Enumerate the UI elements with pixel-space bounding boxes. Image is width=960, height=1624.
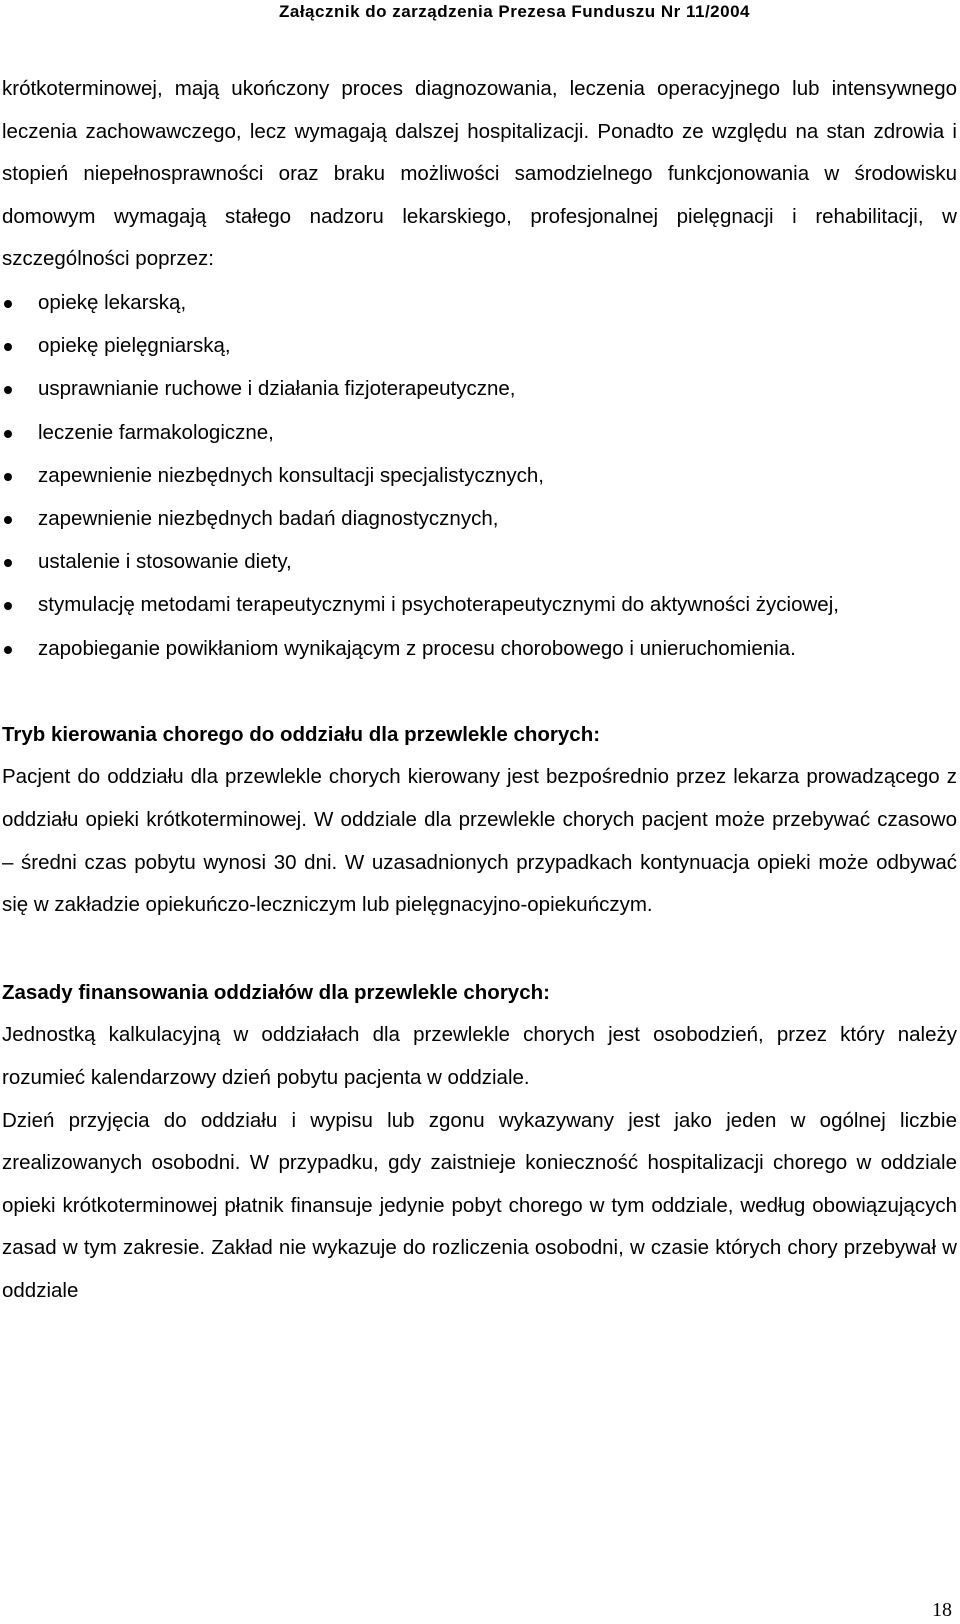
document-header: Załącznik do zarządzenia Prezesa Funduszu Nr 11/2004 [278,2,750,21]
section-heading-financing: Zasady finansowania oddziałów dla przewlekle chorych: [2,980,550,1004]
spacer [2,927,957,972]
care-list [2,281,957,670]
financing-paragraph-2: Dzień przyjęcia do oddziału i wypisu lub zgonu wykazywany jest jako jeden w ogólnej liczbie zrealizowanych osobodni. W przypadku, gdy zaistnieje konieczność hospitalizacji chorego w oddziale opieki krótkoterminowej płatnik finansuje jedynie pobyt chorego w tym oddziale, według obowiązujących zasad w tym zakresie. Zakład nie wykazuje do rozliczenia osobodni, w czasie których chory przebywał w oddziale [2,1108,957,1302]
section-heading-referral: Tryb kierowania chorego do oddziału dla przewlekle chorych: [2,722,601,746]
document-body [2,68,957,1313]
list-item: ustalenie i stosowanie diety, [2,540,957,583]
list-item: zapewnienie niezbędnych badań diagnostycznych, [2,497,957,540]
page-number: 18 [932,1599,952,1621]
list-item: usprawnianie ruchowe i działania fizjoterapeutyczne, [2,367,957,410]
spacer [2,670,957,714]
referral-paragraph: Pacjent do oddziału dla przewlekle chorych kierowany jest bezpośrednio przez lekarza prowadzącego z oddziału opieki krótkoterminowej. W oddziale dla przewlekle chorych pacjent może przebywać czasowo – średni czas pobytu wynosi 30 dni. W uzasadnionych przypadkach kontynuacja opieki może odbywać się w zakładzie opiekuńczo-leczniczym lub pielęgnacyjno-opiekuńczym. [2,765,957,917]
list-item: leczenie farmakologiczne, [2,411,957,454]
list-item: zapobieganie powikłaniom wynikającym z procesu chorobowego i unieruchomienia. [2,627,957,670]
list-item: opiekę pielęgniarską, [2,324,957,367]
intro-paragraph: krótkoterminowej, mają ukończony proces diagnozowania, leczenia operacyjnego lub intensywnego leczenia zachowawczego, lecz wymagają dalszej hospitalizacji. Ponadto ze względu na stan zdrowia i stopień niepełnosprawności oraz braku możliwości samodzielnego funkcjonowania w środowisku domowym wymagają stałego nadzoru lekarskiego, profesjonalnej pielęgnacji i rehabilitacji, w szczególności poprzez: [2,77,957,271]
list-item: stymulację metodami terapeutycznymi i psychoterapeutycznymi do aktywności życiowej, [2,583,957,626]
list-item: zapewnienie niezbędnych konsultacji specjalistycznych, [2,454,957,497]
list-item: opiekę lekarską, [2,281,957,324]
financing-paragraph-1: Jednostką kalkulacyjną w oddziałach dla przewlekle chorych jest osobodzień, przez który należy rozumieć kalendarzowy dzień pobytu pacjenta w oddziale. [2,1023,957,1089]
